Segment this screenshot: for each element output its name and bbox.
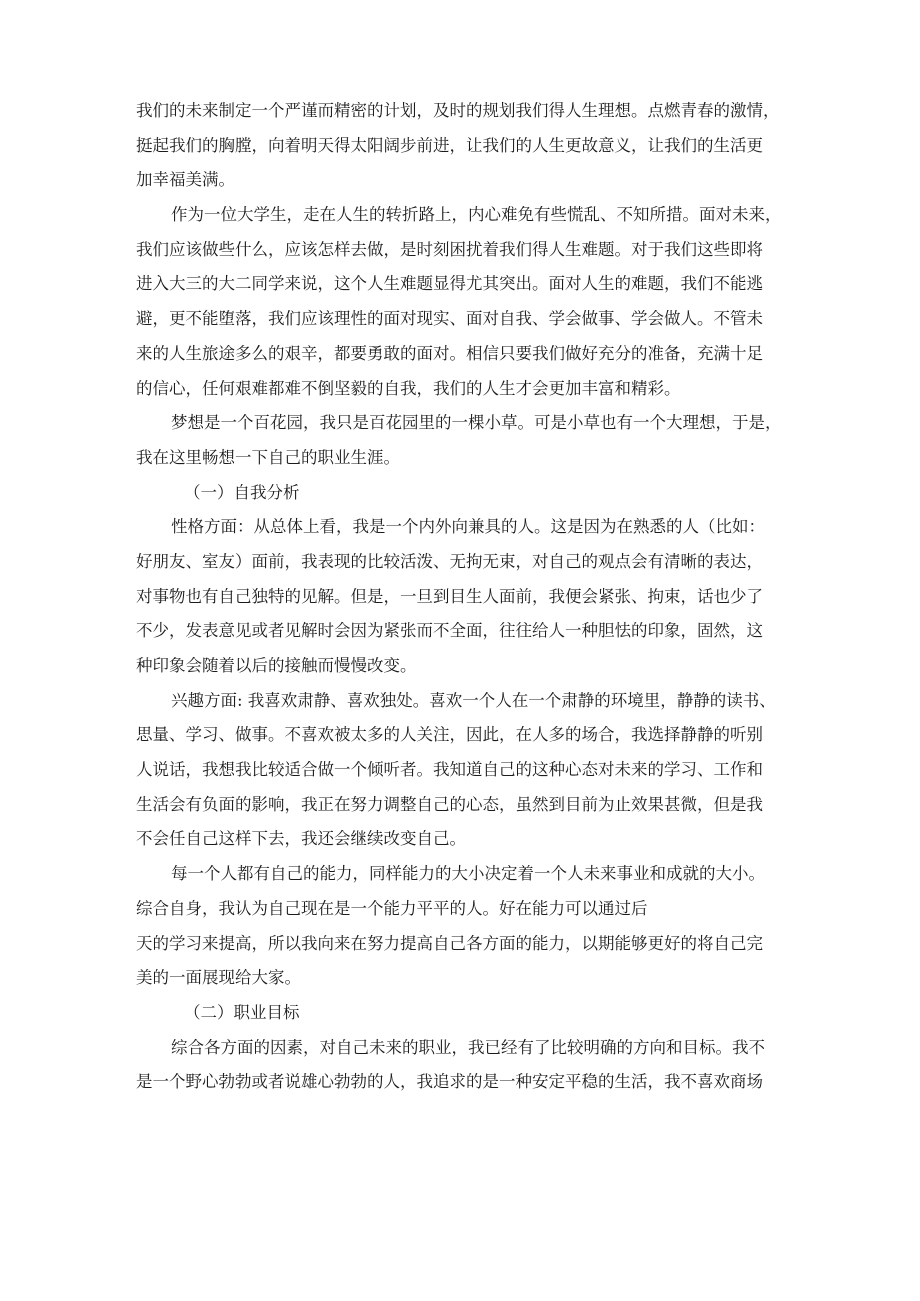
text-line: 美的一面展现给大家。: [136, 968, 301, 988]
text-line: 挺起我们的胸膛，向着明天得太阳阔步前进，让我们的人生更故意义，让我们的生活更: [136, 135, 763, 155]
section-heading: （一）自我分析: [184, 482, 300, 502]
text-line: 种印象会随着以后的接触而慢慢改变。: [136, 656, 417, 675]
text-line: 综合各方面的因素，对自己未来的职业，我已经有了比较明确的方向和目标。我不: [171, 1037, 765, 1057]
text-line: 我们应该做些什么，应该怎样去做，是时刻困扰着我们得人生难题。对于我们这些即将: [136, 239, 763, 259]
text-line: 来的人生旅途多么的艰辛，都要勇敢的面对。相信只要我们做好充分的准备，充满十足: [136, 343, 763, 363]
text-line: 作为一位大学生，走在人生的转折路上，内心难免有些慌乱、不知所措。面对未来，: [171, 205, 782, 225]
text-line: 生活会有负面的影响，我正在努力调整自己的心态，虽然到目前为止效果甚微，但是我: [136, 794, 763, 814]
text-line: 每一个人都有自己的能力，同样能力的大小决定着一个人未来事业和成就的大小。: [171, 864, 765, 884]
text-line: 加幸福美满。: [136, 170, 235, 190]
section-heading: （二）职业目标: [184, 1002, 300, 1022]
text-line: 避，更不能堕落，我们应该理性的面对现实、面对自我、学会做事、学会做人。不管未: [136, 309, 763, 329]
document-body: [136, 94, 786, 1100]
text-line: 我在这里畅想一下自己的职业生涯。: [136, 447, 400, 467]
text-line: 对事物也有自己独特的见解。但是，一旦到目生人面前，我便会紧张、拘束，话也少了: [136, 586, 763, 606]
text-line: 梦想是一个百花园，我只是百花园里的一棵小草。可是小草也有一个大理想，于是，: [171, 413, 782, 433]
text-line: 兴趣方面: 我喜欢肃静、喜欢独处。喜欢一个人在一个肃静的环境里，静静的读书、: [171, 690, 776, 710]
text-line: 的信心，任何艰难都难不倒坚毅的自我，我们的人生才会更加丰富和精彩。: [136, 378, 681, 398]
text-line: 不会任自己这样下去，我还会继续改变自己。: [136, 829, 466, 849]
text-line: 进入大三的大二同学来说，这个人生难题显得尤其突出。面对人生的难题，我们不能逃: [136, 274, 763, 294]
text-line: 人说话，我想我比较适合做一个倾听者。我知道自己的这种心态对未来的学习、工作和: [136, 760, 763, 780]
text-line: 思量、学习、做事。不喜欢被太多的人关注，因此，在人多的场合，我选择静静的听别: [136, 725, 763, 745]
text-line: 不少，发表意见或者见解时会因为紧张而不全面，往往给人一种胆怯的印象，固然，这: [136, 621, 763, 641]
text-line: 是一个野心勃勃或者说雄心勃勃的人，我追求的是一种安定平稳的生活，我不喜欢商场: [136, 1072, 763, 1092]
text-line: 性格方面：从总体上看，我是一个内外向兼具的人。这是因为在熟悉的人（比如：: [171, 517, 765, 537]
text-line: 综合自身，我认为自己现在是一个能力平平的人。好在能力可以通过后: [136, 898, 648, 918]
text-line: 我们的未来制定一个严谨而精密的计划，及时的规划我们得人生理想。点燃青春的激情，: [136, 101, 780, 120]
text-line: 好朋友、室友）面前，我表现的比较活泼、无拘无束，对自己的观点会有清晰的表达，: [136, 551, 763, 571]
text-line: 天的学习来提高，所以我向来在努力提高自己各方面的能力，以期能够更好的将自己完: [136, 933, 763, 953]
